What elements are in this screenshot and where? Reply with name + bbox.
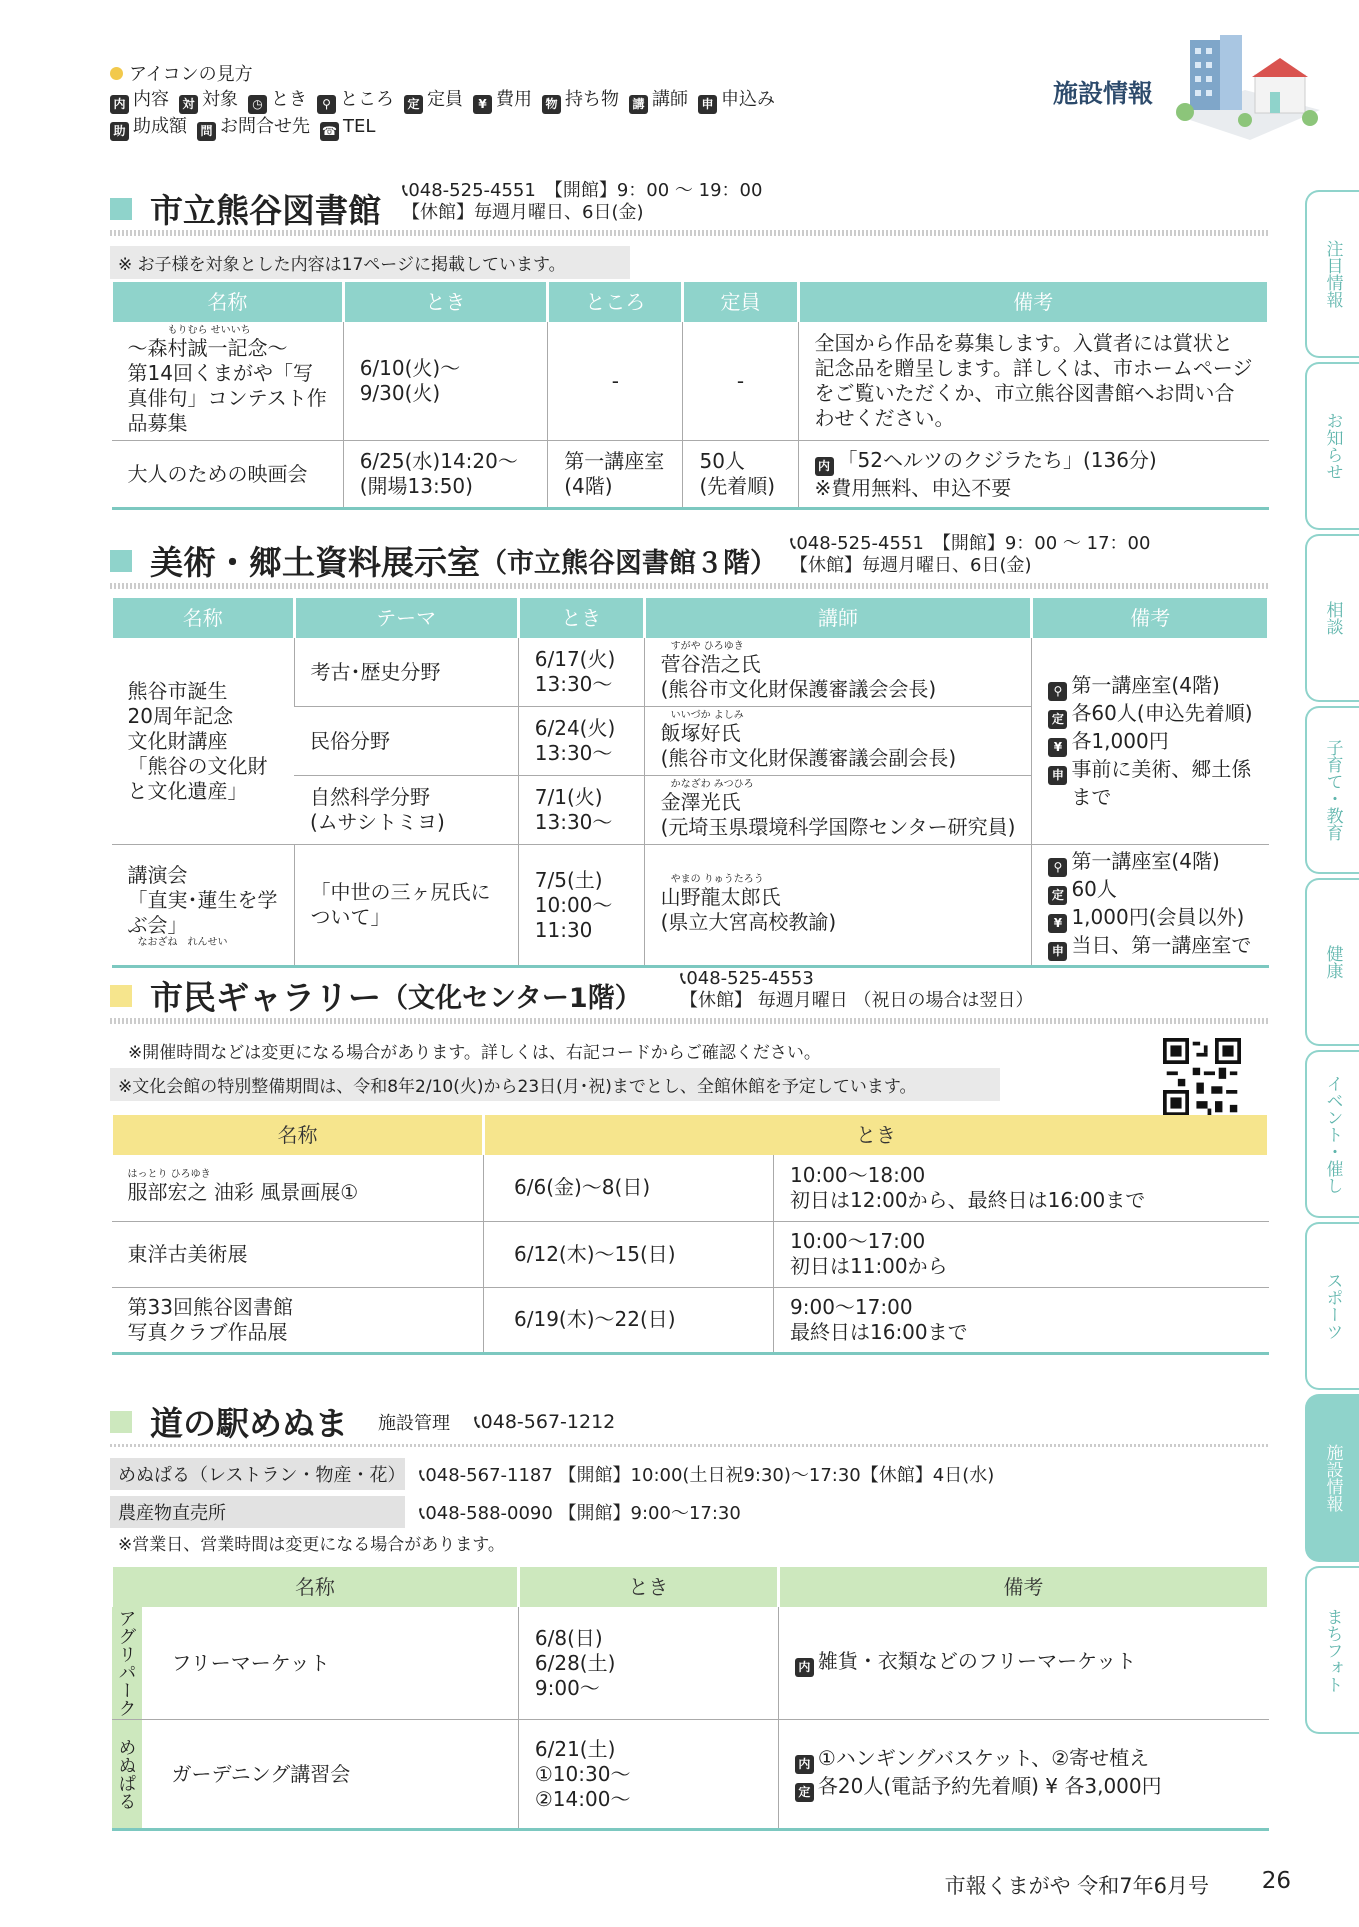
- col-header: ところ: [548, 282, 683, 322]
- exhibit-date: 6/12(木)～15(日): [484, 1221, 774, 1287]
- text-line: 20周年記念: [127, 703, 233, 728]
- gallery-info: [680, 968, 1033, 1012]
- memo-line: [1048, 877, 1252, 905]
- legend-item: [320, 116, 375, 137]
- text-line: 講演会: [127, 862, 188, 887]
- col-header: 名称: [112, 1115, 484, 1155]
- memo-text: 1,000円(会員以外): [1071, 905, 1245, 929]
- exhibit-date: 6/19(木)～22(日): [484, 1287, 774, 1353]
- col-header: 名称: [112, 598, 295, 638]
- museum-closed: 【休館】毎週月曜日、6日(金): [790, 555, 1032, 576]
- section-tabs: [1305, 190, 1359, 1738]
- tab-8[interactable]: まちフォト: [1305, 1566, 1359, 1734]
- info-icon: ⚲: [1048, 858, 1067, 877]
- gallery-subtitle: （文化センター1階）: [381, 983, 642, 1014]
- gallery-note: ※文化会館の特別整備期間は、令和8年2/10(火)から23日(月･祝)までとし、全館休館を予定しています。: [110, 1068, 1000, 1101]
- col-header: 名称: [112, 282, 344, 322]
- michi-heading: [110, 1398, 615, 1445]
- event-capacity: -: [683, 322, 798, 441]
- col-header: とき: [518, 1567, 778, 1607]
- michi-mgmt: 施設管理: [378, 1412, 450, 1434]
- lecturer: [644, 707, 1032, 776]
- exhibit-name: [112, 1155, 484, 1221]
- page-number: 26: [1261, 1868, 1291, 1894]
- text-line: 6/24(火): [534, 716, 616, 740]
- event-memo: [1032, 845, 1269, 967]
- legend-label: 申込み: [721, 89, 775, 110]
- text-line: 10:00～17:00: [790, 1229, 926, 1253]
- text-line: 山野龍太郎氏: [660, 885, 781, 909]
- content-icon: 内: [815, 457, 834, 476]
- ruby: かなざわ みつひろ: [670, 779, 754, 790]
- text-line: 「熊谷の文化財: [127, 753, 268, 778]
- col-header: 講師: [644, 598, 1032, 638]
- event-name: [112, 845, 295, 967]
- memo-line: [795, 1746, 1253, 1774]
- icon-legend: [110, 62, 785, 141]
- exhibit-date: 6/6(金)～8(日): [484, 1155, 774, 1221]
- table-row: [112, 1287, 1269, 1353]
- memo-text: 当日、第一講座室で: [1071, 933, 1252, 957]
- ruby: すがや ひろゆき: [670, 641, 744, 652]
- memo-text: 各20人(電話予約先着順) ¥ 各3,000円: [817, 1774, 1162, 1798]
- tab-6[interactable]: スポーツ: [1305, 1222, 1359, 1390]
- text-line: ①10:30～: [534, 1761, 631, 1786]
- event-memo: [798, 441, 1269, 509]
- legend-dot: [110, 67, 123, 80]
- lecturer: [644, 638, 1032, 707]
- text-line: (元埼玉県環境科学国際センター研究員): [660, 815, 1016, 839]
- museum-heading: [110, 537, 777, 584]
- theme: [294, 707, 518, 776]
- text-line: わせください。: [814, 406, 955, 430]
- memo-line: [795, 1649, 1253, 1677]
- ruby: もりむら せいいち: [167, 325, 251, 336]
- text-line: (ムサシトミヨ): [310, 810, 445, 834]
- legend-item: [404, 89, 463, 110]
- info-icon: ¥: [1048, 914, 1067, 933]
- theme: [294, 845, 518, 967]
- text-line: ついて」: [310, 905, 391, 929]
- gallery-title: 市民ギャラリー: [150, 978, 381, 1017]
- event-name: [112, 441, 344, 509]
- event-when: [518, 1607, 778, 1720]
- library-tel: 048-525-4551: [408, 180, 536, 201]
- info-icon: 申: [1048, 766, 1067, 785]
- info-icon: 内: [795, 1658, 814, 1677]
- text-line: 「直実･蓮生を学: [127, 887, 278, 912]
- ruby: なおざね れんせい: [137, 936, 228, 948]
- text-line: 大人のための映画会: [127, 461, 308, 486]
- event-when: [518, 1720, 778, 1830]
- tab-2[interactable]: 相談: [1305, 534, 1359, 702]
- table-row: [112, 322, 1269, 441]
- phone-icon: 📞︎: [680, 968, 687, 989]
- text-line: 7/1(火): [534, 785, 603, 809]
- event-name: [112, 322, 344, 441]
- exhibit-name: [112, 1221, 484, 1287]
- event-memo: [778, 1720, 1268, 1830]
- text-line: 自然科学分野: [310, 785, 430, 809]
- text-line: ～森村誠一記念～: [127, 336, 288, 360]
- event-where: -: [548, 322, 683, 441]
- tab-4[interactable]: 健康: [1305, 878, 1359, 1046]
- legend-label: 対象: [202, 89, 238, 110]
- text-line: 真俳句」コンテスト作: [127, 386, 327, 410]
- memo-text: 各1,000円: [1071, 728, 1169, 753]
- text-line: 6/10(火)～: [359, 356, 461, 380]
- memo-line: 「52ヘルツのクジラたち」(136分): [837, 447, 1157, 472]
- event-name: フリーマーケット: [142, 1607, 519, 1720]
- legend-label: 費用: [496, 89, 532, 110]
- col-header: 備考: [778, 1567, 1268, 1607]
- text-line: 13:30～: [534, 810, 613, 834]
- event-when: [518, 845, 644, 967]
- text-line: 10:00～18:00: [790, 1162, 926, 1187]
- legend-icon: ¥: [473, 95, 492, 114]
- phone-icon: 📞︎: [402, 180, 409, 201]
- text-line: (熊谷市文化財保護審議会会長): [660, 677, 937, 701]
- section-marker: [110, 985, 132, 1007]
- memo-text: 第一講座室(4階): [1071, 672, 1220, 697]
- table-row: [112, 1155, 1269, 1221]
- legend-icon: ⚲: [317, 95, 336, 114]
- info-icon: 内: [795, 1755, 814, 1774]
- tab-7[interactable]: 施設情報: [1305, 1394, 1359, 1562]
- text-line: 東洋古美術展: [127, 1241, 248, 1266]
- event-name: ガーデニング講習会: [142, 1720, 519, 1830]
- memo-text: 60人: [1071, 877, 1117, 901]
- text-line: 民俗分野: [310, 728, 390, 753]
- legend-item: [473, 89, 532, 110]
- text-line: 金澤光氏: [660, 790, 741, 814]
- legend-item: [110, 116, 187, 137]
- memo-line: [1048, 905, 1252, 933]
- legend-icon: 申: [698, 95, 717, 114]
- michi-tel: 048-567-1212: [480, 1410, 616, 1433]
- contact-row: [110, 1458, 994, 1490]
- legend-label: TEL: [343, 116, 376, 137]
- museum-table: [110, 598, 1270, 968]
- library-info: [402, 180, 762, 224]
- text-line: をご覧いただくか、市立熊谷図書館へお問い合: [814, 381, 1235, 405]
- text-line: 服部宏之 油彩 風景画展①: [127, 1180, 359, 1205]
- gallery-note: ※開催時間などは変更になる場合があります。詳しくは、右記コードからご確認ください。: [128, 1043, 821, 1063]
- buildings-illustration: [1170, 30, 1325, 150]
- lecturer: [644, 776, 1032, 845]
- footer-publication: 市報くまがや 令和7年6月号: [944, 1874, 1209, 1898]
- col-header: とき: [484, 1115, 1269, 1155]
- memo-line: [1048, 849, 1252, 877]
- legend-row: [110, 114, 785, 141]
- text-line: (開場13:50): [359, 474, 473, 498]
- legend-item: [629, 89, 688, 110]
- tab-0[interactable]: 注目情報: [1305, 190, 1359, 358]
- text-line: 菅谷浩之氏: [660, 652, 761, 676]
- legend-icon: 助: [110, 122, 129, 141]
- page-title: 施設情報: [1052, 79, 1153, 108]
- tab-1[interactable]: お知らせ: [1305, 362, 1359, 530]
- event-capacity: [683, 441, 798, 509]
- phone-icon: 📞︎: [790, 533, 797, 554]
- info-icon: 定: [1048, 886, 1067, 905]
- library-title: 市立熊谷図書館: [150, 191, 381, 230]
- text-line: 飯塚好氏: [660, 721, 741, 745]
- divider: [110, 583, 1270, 589]
- phone-icon: 📞︎: [419, 1465, 426, 1486]
- exhibit-time: [774, 1155, 1269, 1221]
- table-row: [112, 1607, 1269, 1720]
- section-marker: [110, 550, 132, 572]
- text-line: 13:30～: [534, 672, 613, 696]
- qr-code[interactable]: [1163, 1038, 1241, 1116]
- event-memo: [798, 322, 1269, 441]
- memo-text: ①ハンギングバスケット、②寄せ植え: [817, 1746, 1150, 1770]
- event-when: [518, 638, 644, 707]
- museum-hours: 【開館】9：00 ～ 17：00: [941, 533, 1151, 554]
- tab-3[interactable]: 子育て・教育: [1305, 706, 1359, 874]
- legend-label: お問合せ先: [220, 116, 310, 137]
- text-line: 9:00～17:00: [790, 1294, 913, 1319]
- michi-title: 道の駅めぬま: [150, 1404, 348, 1443]
- museum-tel: 048-525-4551: [796, 533, 924, 554]
- library-heading: [110, 185, 381, 232]
- legend-label: とき: [271, 89, 307, 110]
- text-line: ぶ会」: [127, 912, 188, 937]
- legend-label: ところ: [340, 89, 394, 110]
- contact-label: めぬぱる（レストラン・物産・花）: [110, 1458, 405, 1490]
- side-label: [112, 1720, 142, 1830]
- legend-item: [179, 89, 238, 110]
- theme: [294, 638, 518, 707]
- text-line: 初日は12:00から、最終日は16:00まで: [790, 1187, 1146, 1212]
- gallery-table: [110, 1115, 1270, 1355]
- legend-icon: 定: [404, 95, 423, 114]
- table-row: [112, 638, 1269, 707]
- legend-label: 講師: [652, 89, 688, 110]
- event-when: [518, 776, 644, 845]
- legend-icon: ◷: [248, 95, 267, 114]
- divider: [110, 1444, 1270, 1447]
- col-header: 名称: [112, 1567, 519, 1607]
- memo-line: [1048, 757, 1252, 785]
- library-hours: 【開館】9：00 ～ 19：00: [553, 180, 763, 201]
- museum-info: [790, 533, 1150, 577]
- event-memo: [778, 1607, 1268, 1720]
- legend-icon: 対: [179, 95, 198, 114]
- ruby: はっとり ひろゆき: [127, 1169, 211, 1181]
- text-line: 9:00～: [534, 1675, 600, 1700]
- info-icon: 申: [1048, 942, 1067, 961]
- text-line: (4階): [564, 474, 613, 498]
- phone-icon: 📞︎: [419, 1503, 426, 1524]
- text-line: 初日は11:00から: [790, 1254, 948, 1278]
- event-where: [548, 441, 683, 509]
- lecturer: [644, 845, 1032, 967]
- table-row: [112, 1221, 1269, 1287]
- exhibit-time: [774, 1287, 1269, 1353]
- table-row: [112, 845, 1269, 967]
- legend-row: [110, 87, 785, 114]
- legend-icon: 物: [542, 95, 561, 114]
- phone-icon: 📞︎: [474, 1410, 481, 1433]
- section-marker: [110, 1411, 132, 1433]
- memo-line: [795, 1774, 1253, 1802]
- memo-text: 雑貨・衣類などのフリーマーケット: [817, 1649, 1137, 1673]
- contact-row: [110, 1496, 994, 1528]
- col-header: 備考: [1032, 598, 1269, 638]
- text-line: 6/25(水)14:20～: [359, 449, 518, 473]
- gallery-heading: [110, 972, 642, 1019]
- event-when: [343, 322, 548, 441]
- text-line: (熊谷市文化財保護審議会副会長): [660, 746, 957, 770]
- legend-item: [542, 89, 619, 110]
- tab-5[interactable]: イベント・催し: [1305, 1050, 1359, 1218]
- text-line: 第一講座室: [564, 449, 665, 473]
- text-line: 6/28(土): [534, 1650, 616, 1675]
- col-header: 定員: [683, 282, 798, 322]
- side-label: [112, 1607, 142, 1720]
- legend-item: [110, 89, 169, 110]
- contact-label: 農産物直売所: [110, 1496, 405, 1528]
- col-header: テーマ: [294, 598, 518, 638]
- memo-line: [1048, 701, 1252, 729]
- info-icon: 定: [795, 1783, 814, 1802]
- divider: [110, 230, 1270, 236]
- text-line: (県立大宮高校教諭): [660, 910, 837, 934]
- legend-label: 持ち物: [565, 89, 619, 110]
- contact-info: 048-588-0090 【開館】9:00～17:30: [425, 1503, 741, 1524]
- side-label-text: めぬぱる: [115, 1738, 137, 1810]
- museum-title: 美術・郷土資料展示室: [150, 543, 480, 582]
- text-line: 50人: [699, 449, 745, 473]
- text-line: 7/5(土): [534, 867, 603, 892]
- memo-line: [1048, 729, 1252, 757]
- memo-text: 各60人(申込先着順): [1071, 700, 1253, 725]
- info-icon: 定: [1048, 710, 1067, 729]
- michi-note: ※営業日、営業時間は変更になる場合があります。: [118, 1535, 505, 1555]
- library-closed: 【休館】毎週月曜日、6日(金): [402, 202, 644, 223]
- legend-item: [248, 89, 307, 110]
- text-line: 10:00～: [534, 892, 613, 917]
- legend-item: [698, 89, 775, 110]
- museum-subtitle: （市立熊谷図書館３階）: [480, 548, 777, 579]
- memo-line: ※費用無料、申込不要: [814, 475, 1012, 500]
- event-when: [518, 707, 644, 776]
- gallery-tel: 048-525-4553: [686, 968, 814, 989]
- exhibit-time: [774, 1221, 1269, 1287]
- text-line: 第14回くまがや「写: [127, 361, 313, 385]
- info-icon: ⚲: [1048, 682, 1067, 701]
- event-when: [343, 441, 548, 509]
- text-line: 「中世の三ヶ尻氏に: [310, 880, 491, 904]
- text-line: 13:30～: [534, 741, 613, 765]
- memo-line: [1048, 933, 1252, 961]
- section-marker: [110, 198, 132, 220]
- legend-label: 定員: [427, 89, 463, 110]
- text-line: 6/17(火): [534, 647, 616, 671]
- table-row: [112, 1720, 1269, 1830]
- contact-info: 048-567-1187 【開館】10:00(土日祝9:30)～17:30【休館】4日(水): [425, 1465, 995, 1486]
- col-header: とき: [343, 282, 548, 322]
- event-name: [112, 638, 295, 845]
- legend-icon: 問: [197, 122, 216, 141]
- text-line: 品募集: [127, 411, 188, 435]
- text-line: (先着順): [699, 474, 776, 498]
- text-line: 全国から作品を募集します。入賞者には賞状と: [814, 331, 1233, 355]
- legend-label: 助成額: [133, 116, 187, 137]
- divider: [110, 1018, 1270, 1024]
- info-icon: ¥: [1048, 738, 1067, 757]
- michi-table: [110, 1567, 1270, 1831]
- legend-icon: 内: [110, 95, 129, 114]
- legend-label: 内容: [133, 89, 169, 110]
- col-header: 備考: [798, 282, 1269, 322]
- side-label-text: アグリパーク: [115, 1609, 137, 1717]
- legend-item: [317, 89, 394, 110]
- gallery-closed: 【休館】 毎週月曜日 （祝日の場合は翌日）: [680, 990, 1034, 1011]
- legend-icon: ☎: [320, 122, 339, 141]
- text-line: ②14:00～: [534, 1786, 631, 1811]
- event-memo: [1032, 638, 1269, 845]
- theme: [294, 776, 518, 845]
- text-line: と文化遺産」: [127, 778, 248, 803]
- text-line: 熊谷市誕生: [127, 678, 228, 703]
- legend-title: アイコンの見方: [129, 64, 253, 85]
- text-line: 文化財講座: [127, 728, 228, 753]
- text-line: 9/30(火): [359, 381, 441, 405]
- library-table: [110, 282, 1270, 510]
- memo-text: 第一講座室(4階): [1071, 849, 1220, 873]
- text-line: 写真クラブ作品展: [127, 1319, 288, 1344]
- text-line: 11:30: [534, 917, 593, 942]
- exhibit-name: [112, 1287, 484, 1353]
- legend-icon: 講: [629, 95, 648, 114]
- library-note: ※ お子様を対象とした内容は17ページに掲載しています。: [110, 246, 630, 279]
- memo-text: 事前に美術、郷土係: [1071, 756, 1252, 781]
- ruby: やまの りゅうたろう: [670, 874, 764, 885]
- legend-item: [197, 116, 310, 137]
- text-line: 考古･歴史分野: [310, 659, 441, 684]
- memo-line: [1048, 673, 1252, 701]
- text-line: 最終日は16:00まで: [790, 1319, 968, 1344]
- memo-line: [1048, 785, 1252, 810]
- text-line: 6/8(日): [534, 1625, 603, 1650]
- text-line: 6/21(土): [534, 1736, 616, 1761]
- table-row: [112, 441, 1269, 509]
- michi-contact: [110, 1458, 994, 1528]
- text-line: 記念品を贈呈します。詳しくは、市ホームページ: [814, 356, 1253, 380]
- ruby: いいづか よしみ: [670, 710, 744, 721]
- col-header: とき: [518, 598, 644, 638]
- memo-text: まで: [1071, 784, 1112, 809]
- text-line: 第33回熊谷図書館: [127, 1294, 293, 1319]
